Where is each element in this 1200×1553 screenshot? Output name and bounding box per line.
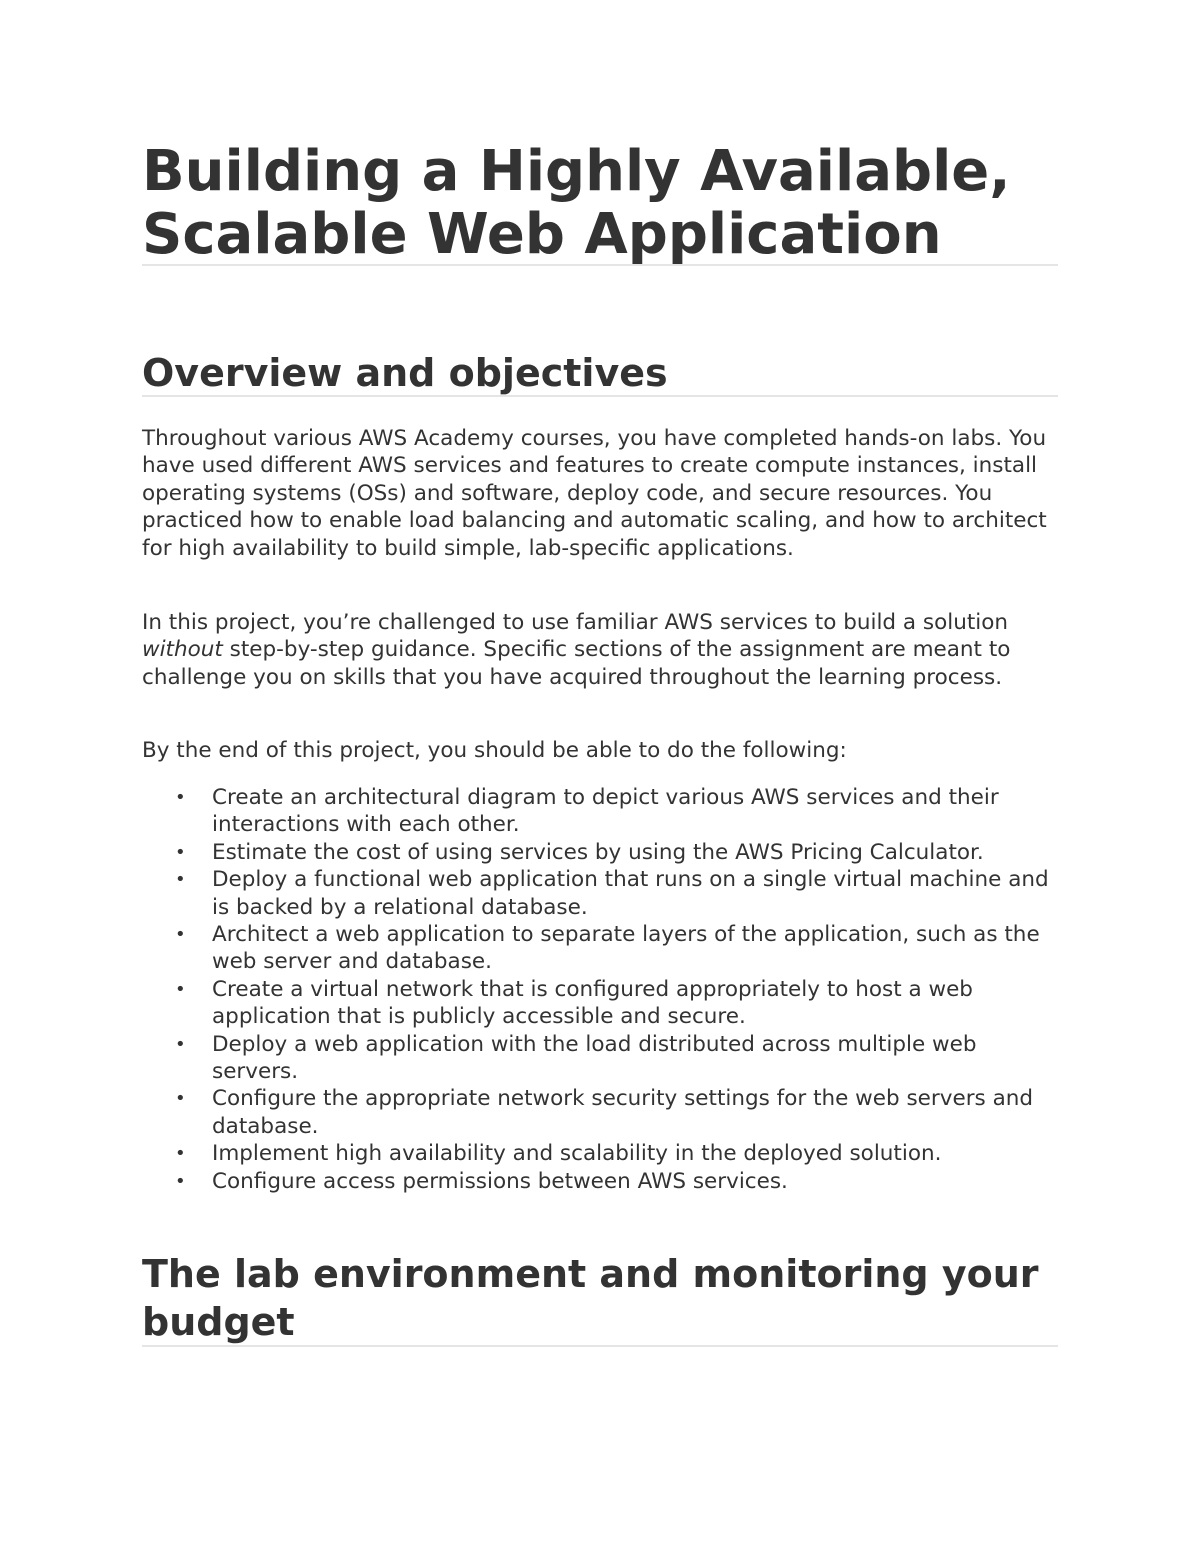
- paragraph-intro: Throughout various AWS Academy courses, you have completed hands-on labs. You have used different AWS services and features to create compute instances, install operating systems (OSs) and software, deploy code, and secure resources. You practiced how to enable load balancing and automatic scaling, and how to architect for high availability to build simple, lab-specific applications.: [142, 426, 1047, 561]
- paragraph-challenge-part-1: In this project, you’re challenged to use familiar AWS services to build a solution: [142, 610, 1009, 635]
- list-item: [142, 976, 1060, 1031]
- list-item: [142, 866, 1060, 921]
- bullet-icon: •: [175, 787, 186, 808]
- list-item-text: Deploy a web application with the load distributed across multiple web servers.: [212, 1031, 977, 1085]
- list-item: [142, 1031, 1060, 1086]
- bullet-icon: •: [175, 869, 186, 891]
- list-item-text: Deploy a functional web application that runs on a single virtual machine and is backed by a relational database.: [212, 867, 1049, 920]
- section-heading-lab-environment: The lab environment and monitoring your budget: [142, 1252, 1039, 1344]
- list-item-text: Create a virtual network that is configured appropriately to host a web application that is publicly accessible and secure.: [212, 976, 973, 1030]
- list-item: [142, 784, 1060, 839]
- section-divider-lab-environment: [142, 1345, 1058, 1347]
- list-item: [142, 1140, 1060, 1167]
- list-item: [142, 1168, 1060, 1195]
- paragraph-challenge-part-2: step-by-step guidance. Specific sections of the assignment are meant to challenge you on skills that you have acquired throughout the learning process.: [142, 637, 1011, 690]
- list-item: [142, 839, 1060, 866]
- paragraph-challenge-emphasis: without: [142, 637, 223, 663]
- section-divider-overview: [142, 395, 1058, 397]
- document-title: Building a Highly Available, Scalable Web Application: [142, 139, 1011, 267]
- list-item-text: Implement high availability and scalability in the deployed solution.: [212, 1141, 942, 1167]
- list-item-text: Estimate the cost of using services by using the AWS Pricing Calculator.: [212, 839, 984, 865]
- objectives-list: [142, 784, 1060, 1195]
- bullet-icon: •: [175, 1143, 186, 1165]
- list-item-text: Create an architectural diagram to depict various AWS services and their interactions with each other.: [212, 785, 999, 838]
- list-item-text: Architect a web application to separate layers of the application, such as the web server and database.: [212, 922, 1040, 975]
- bullet-icon: •: [175, 1033, 186, 1055]
- list-item-text: Configure the appropriate network security settings for the web servers and database.: [212, 1086, 1034, 1139]
- bullet-icon: •: [175, 841, 186, 863]
- title-divider: [142, 264, 1058, 266]
- bullet-icon: •: [175, 1088, 186, 1110]
- list-item: [142, 1085, 1060, 1140]
- paragraph-objectives-lead: By the end of this project, you should be able to do the following:: [142, 738, 847, 763]
- list-item: [142, 921, 1060, 976]
- bullet-icon: •: [175, 1170, 186, 1192]
- list-item-text: Configure access permissions between AWS services.: [212, 1168, 788, 1194]
- paragraph-challenge: [142, 609, 1060, 691]
- section-heading-overview: Overview and objectives: [142, 351, 668, 395]
- bullet-icon: •: [175, 978, 186, 1000]
- bullet-icon: •: [175, 924, 186, 946]
